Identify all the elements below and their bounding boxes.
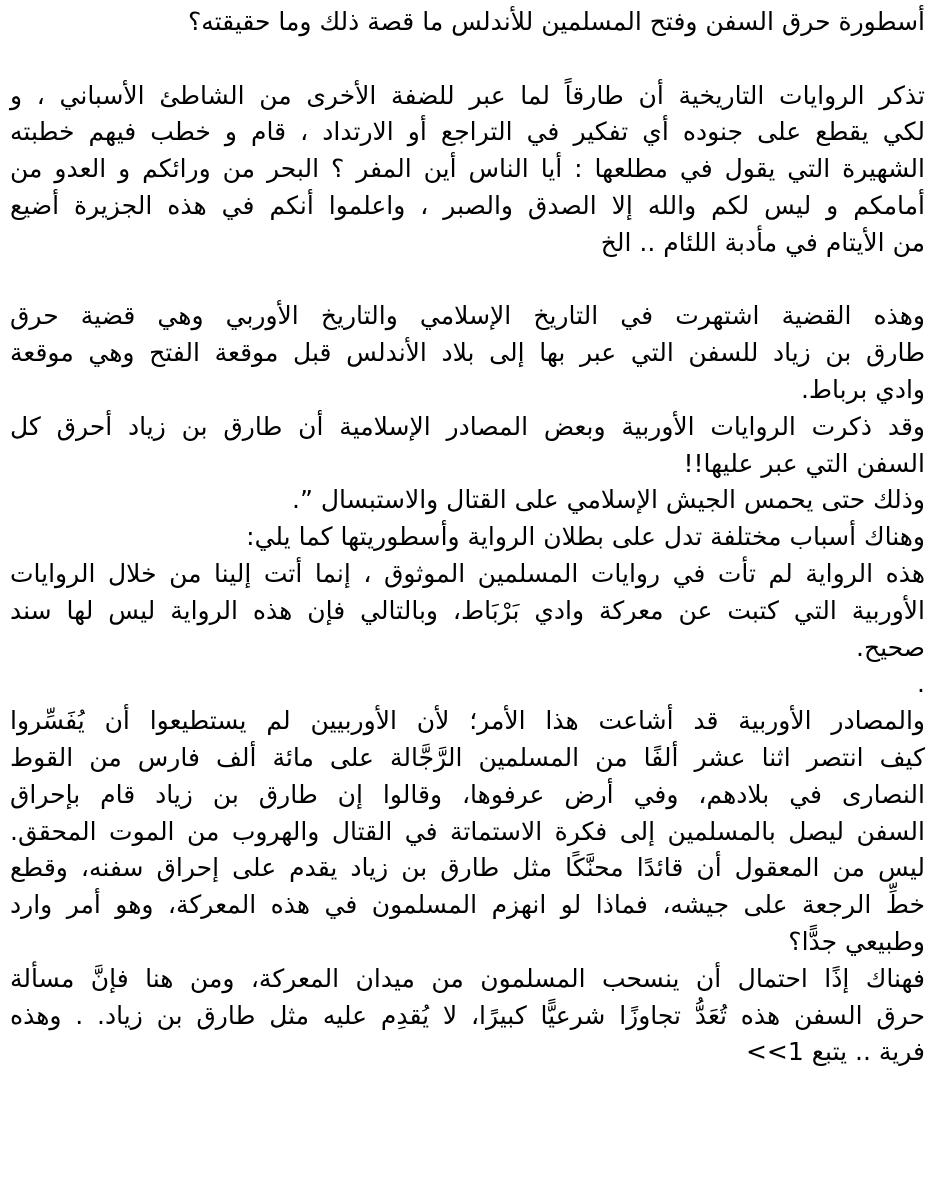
text-line: فرية .. يتبع 1>>: [745, 1037, 925, 1067]
text-line: طارق بن زياد للسفن التي عبر بها إلى بلاد الأندلس قبل موقعة الفتح وهي موقعة: [10, 338, 925, 368]
text-line: خطِّ الرجعة على جيشه، فماذا لو انهزم المسلمون في هذه المعركة، وهو أمر وارد: [10, 890, 925, 920]
text-line: كيف انتصر اثنا عشر ألفًا من المسلمين الرَّجَّالة على مائة ألف فارس من القوط: [10, 742, 925, 772]
text-line: صحيح.: [856, 632, 925, 662]
paragraph-european-sources: [10, 703, 925, 1071]
text-line: الأوربية التي كتبت عن معركة وادي بَرْبَاط، وبالتالي فإن هذه الرواية ليس لها سند: [10, 595, 925, 625]
text-line: حرق السفن هذه تُعَدُّ تجاوزًا شرعيًّا كبيرًا، لا يُقدِم عليه مثل طارق بن زياد. . وهذه: [10, 1000, 925, 1030]
text-line: ليس من المعقول أن قائدًا محنَّكًا مثل طارق بن زياد يقدم على إحراق سفنه، وقطع: [10, 853, 925, 883]
text-line: من الأيتام في مأدبة اللئام .. الخ: [600, 227, 925, 257]
text-line: لكي يقطع على جنوده أي تفكير في التراجع أو الارتداد ، قام و خطب فيهم خطبته: [10, 117, 925, 147]
text-line: النصارى في بلادهم، وفي أرض عرفوها، وقالوا إن طارق بن زياد قام بإحراق: [10, 779, 925, 809]
text-line: .: [917, 669, 925, 699]
text-line: وقد ذكرت الروايات الأوربية وبعض المصادر الإسلامية أن طارق بن زياد أحرق كل: [10, 411, 925, 441]
text-line: فهناك إذًا احتمال أن ينسحب المسلمون من ميدان المعركة، ومن هنا فإنَّ مسألة: [10, 963, 925, 993]
text-line: تذكر الروايات التاريخية أن طارقاً لما عبر للضفة الأخرى من الشاطئ الأسباني ، و: [10, 80, 925, 110]
text-line: الشهيرة التي يقول في مطلعها : أيا الناس أين المفر ؟ البحر من ورائكم و العدو من: [10, 154, 925, 184]
text-line: السفن ليصل بالمسلمين إلى فكرة الاستماتة في القتال والهروب من الموت المحقق.: [10, 816, 925, 846]
paragraph-khutba: [10, 78, 925, 262]
text-line: وادي برباط.: [800, 374, 925, 404]
text-line: السفن التي عبر عليها!!: [683, 448, 925, 478]
text-line: والمصادر الأوربية قد أشاعت هذا الأمر؛ لأن الأوربيين لم يستطيعوا أن يُفَسِّروا: [10, 706, 925, 736]
text-line: وهذه القضية اشتهرت في التاريخ الإسلامي والتاريخ الأوربي وهي قضية حرق: [10, 301, 925, 331]
paragraph-gap: [10, 262, 925, 299]
text-line: وطبيعي جدًّا؟: [788, 926, 925, 956]
paragraph-ships-burning: [10, 298, 925, 703]
text-line: وهناك أسباب مختلفة تدل على بطلان الرواية وأسطوريتها كما يلي:: [246, 522, 925, 552]
text-line: وذلك حتى يحمس الجيش الإسلامي على القتال والاستبسال ”.: [292, 485, 925, 515]
paragraph-gap: [10, 41, 925, 78]
text-line: هذه الرواية لم تأت في روايات المسلمين الموثوق ، إنما أتت إلينا من خلال الروايات: [10, 558, 925, 588]
text-line: أمامكم و ليس لكم والله إلا الصدق والصبر ، واعلموا أنكم في هذه الجزيرة أضيع: [10, 190, 925, 220]
document-title: أسطورة حرق السفن وفتح المسلمين للأندلس ما قصة ذلك وما حقيقته؟: [187, 7, 925, 36]
